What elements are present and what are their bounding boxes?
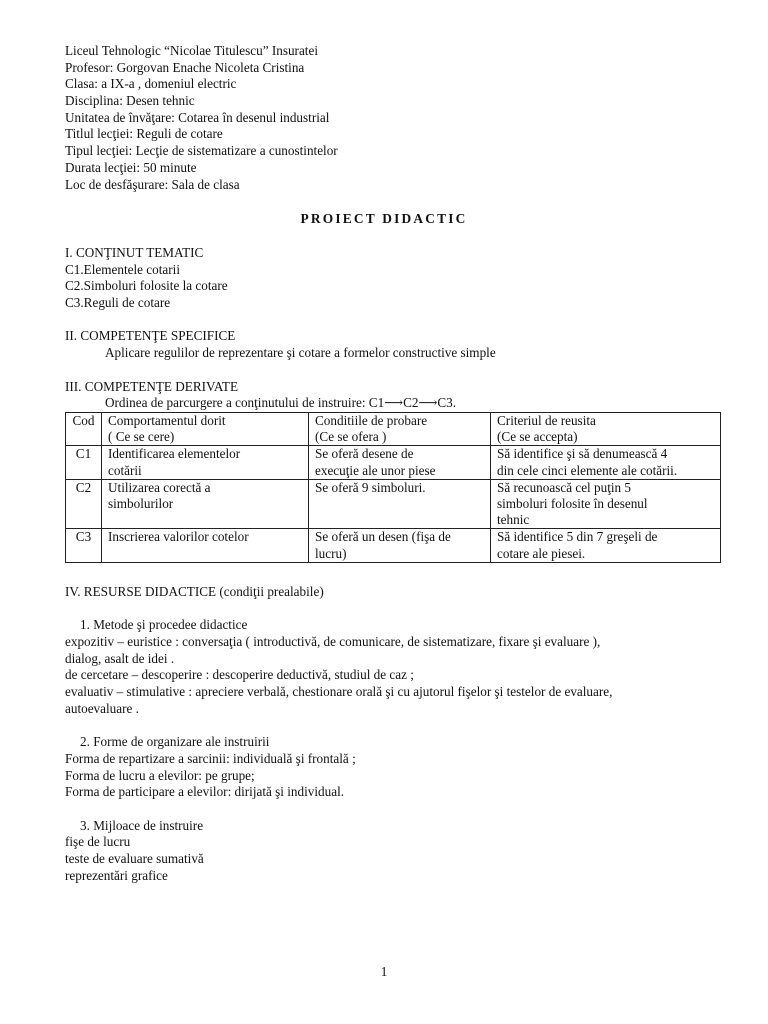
cell-line: simbolurilor — [108, 496, 174, 512]
cell-line: din cele cinci elemente ale cotării. — [497, 462, 678, 478]
header-subtext: ( Ce se cere) — [108, 429, 175, 445]
cell-line: cotării — [108, 462, 142, 478]
document-header — [65, 43, 728, 193]
cell-line: lucru) — [315, 545, 347, 561]
document-title: PROIECT DIDACTIC — [300, 211, 468, 226]
code-cell: C3 — [66, 529, 102, 562]
page-number: 1 — [380, 964, 388, 979]
conditions-cell — [309, 529, 491, 562]
list-item: C1.Elementele cotarii — [65, 261, 180, 277]
behavior-cell — [102, 479, 309, 529]
paragraph-line: teste de evaluare sumativă — [65, 851, 204, 866]
cell-line: Identificarea elementelor — [108, 446, 241, 462]
header-subtext: (Ce se ofera ) — [315, 429, 387, 445]
header-text: Conditiile de probare — [315, 413, 428, 428]
table-row — [66, 446, 721, 479]
table-row — [66, 479, 721, 529]
paragraph-line: reprezentări grafice — [65, 867, 168, 883]
derived-competences-table — [65, 412, 721, 563]
content-order-text: Ordinea de parcurgere a conţinutului de instruire: C1⟶C2⟶C3. — [105, 395, 457, 411]
class-info: Clasa: a IX-a , domeniul electric — [65, 76, 237, 92]
paragraph-line: fişe de lucru — [65, 834, 131, 850]
header-subtext: (Ce se accepta) — [497, 429, 578, 445]
criteria-cell — [491, 529, 721, 562]
criteria-cell — [491, 446, 721, 479]
school-name: Liceul Tehnologic “Nicolae Titulescu” Insuratei — [65, 43, 318, 58]
paragraph-line: Forma de lucru a elevilor: pe grupe; — [65, 767, 255, 783]
section-heading: IV. RESURSE DIDACTICE (condiţii prealabile) — [65, 584, 324, 599]
table-header-cell — [491, 413, 721, 446]
behavior-cell — [102, 529, 309, 562]
lesson-type: Tipul lecţiei: Lecţie de sistematizare a cunostintelor — [65, 143, 338, 159]
specific-competence-text: Aplicare regulilor de reprezentare şi cotare a formelor constructive simple — [105, 345, 496, 361]
header-text: Criteriul de reusita — [497, 413, 596, 428]
cell-line: tehnic — [497, 512, 530, 528]
cell-line: Inscrierea valorilor cotelor — [108, 529, 249, 545]
subsection-heading-organization: 2. Forme de organizare ale instruirii — [80, 734, 270, 750]
subsection-heading-methods: 1. Metode şi procedee didactice — [80, 617, 248, 633]
paragraph-line: Forma de repartizare a sarcinii: individuală şi frontală ; — [65, 750, 356, 766]
table-header-row — [66, 413, 721, 446]
conditions-cell — [309, 446, 491, 479]
cell-line: Utilizarea corectă a — [108, 479, 211, 495]
section-heading: I. CONŢINUT TEMATIC — [65, 245, 204, 260]
table-header-cell — [66, 413, 102, 446]
paragraph-line: evaluativ – stimulative : apreciere verbală, chestionare orală şi cu ajutorul fişelor şi testelor de evaluare, — [65, 684, 613, 700]
list-item: C3.Reguli de cotare — [65, 295, 171, 311]
subsection-heading-means: 3. Mijloace de instruire — [80, 817, 204, 833]
behavior-cell — [102, 446, 309, 479]
section-resources — [65, 584, 728, 884]
cell-line: Se oferă 9 simboluri. — [315, 479, 426, 495]
paragraph-line: expozitiv – euristice : conversaţia ( introductivă, de comunicare, de sistematizare, fixare şi evaluare ), — [65, 634, 601, 650]
section-heading: III. COMPETENŢE DERIVATE — [65, 378, 239, 394]
paragraph-line: dialog, asalt de idei . — [65, 650, 175, 666]
learning-unit: Unitatea de învăţare: Cotarea în desenul industrial — [65, 109, 330, 125]
list-item: C2.Simboluri folosite la cotare — [65, 278, 228, 294]
section-heading: II. COMPETENŢE SPECIFICE — [65, 328, 236, 344]
lesson-title: Titlul lecţiei: Reguli de cotare — [65, 126, 223, 142]
code-cell: C1 — [66, 446, 102, 479]
cell-line: Să identifice 5 din 7 greşeli de — [497, 529, 658, 545]
code-cell: C2 — [66, 479, 102, 529]
paragraph-line: de cercetare – descoperire : descoperire deductivă, studiul de caz ; — [65, 667, 414, 683]
discipline: Disciplina: Desen tehnic — [65, 93, 195, 109]
section-thematic-content — [65, 245, 728, 412]
cell-line: execuţie ale unor piese — [315, 462, 436, 478]
table-header-cell — [102, 413, 309, 446]
cell-line: Să recunoască cel puţin 5 — [497, 479, 632, 495]
paragraph-line: autoevaluare . — [65, 700, 139, 716]
cell-line: Să identifice şi să denumească 4 — [497, 446, 668, 462]
header-text: Comportamentul dorit — [108, 413, 226, 428]
paragraph-line: Forma de participare a elevilor: dirijată şi individual. — [65, 784, 345, 800]
cell-line: Se oferă desene de — [315, 446, 414, 462]
criteria-cell — [491, 479, 721, 529]
cell-line: cotare ale piesei. — [497, 545, 586, 561]
cell-line: simboluri folosite în desenul — [497, 496, 648, 512]
conditions-cell — [309, 479, 491, 529]
table-row — [66, 529, 721, 562]
teacher-name: Profesor: Gorgovan Enache Nicoleta Cristina — [65, 59, 305, 75]
lesson-duration: Durata lecţiei: 50 minute — [65, 159, 197, 175]
header-text: Cod — [72, 413, 95, 428]
cell-line: Se oferă un desen (fişa de — [315, 529, 451, 545]
lesson-location: Loc de desfăşurare: Sala de clasa — [65, 176, 240, 192]
table-header-cell — [309, 413, 491, 446]
